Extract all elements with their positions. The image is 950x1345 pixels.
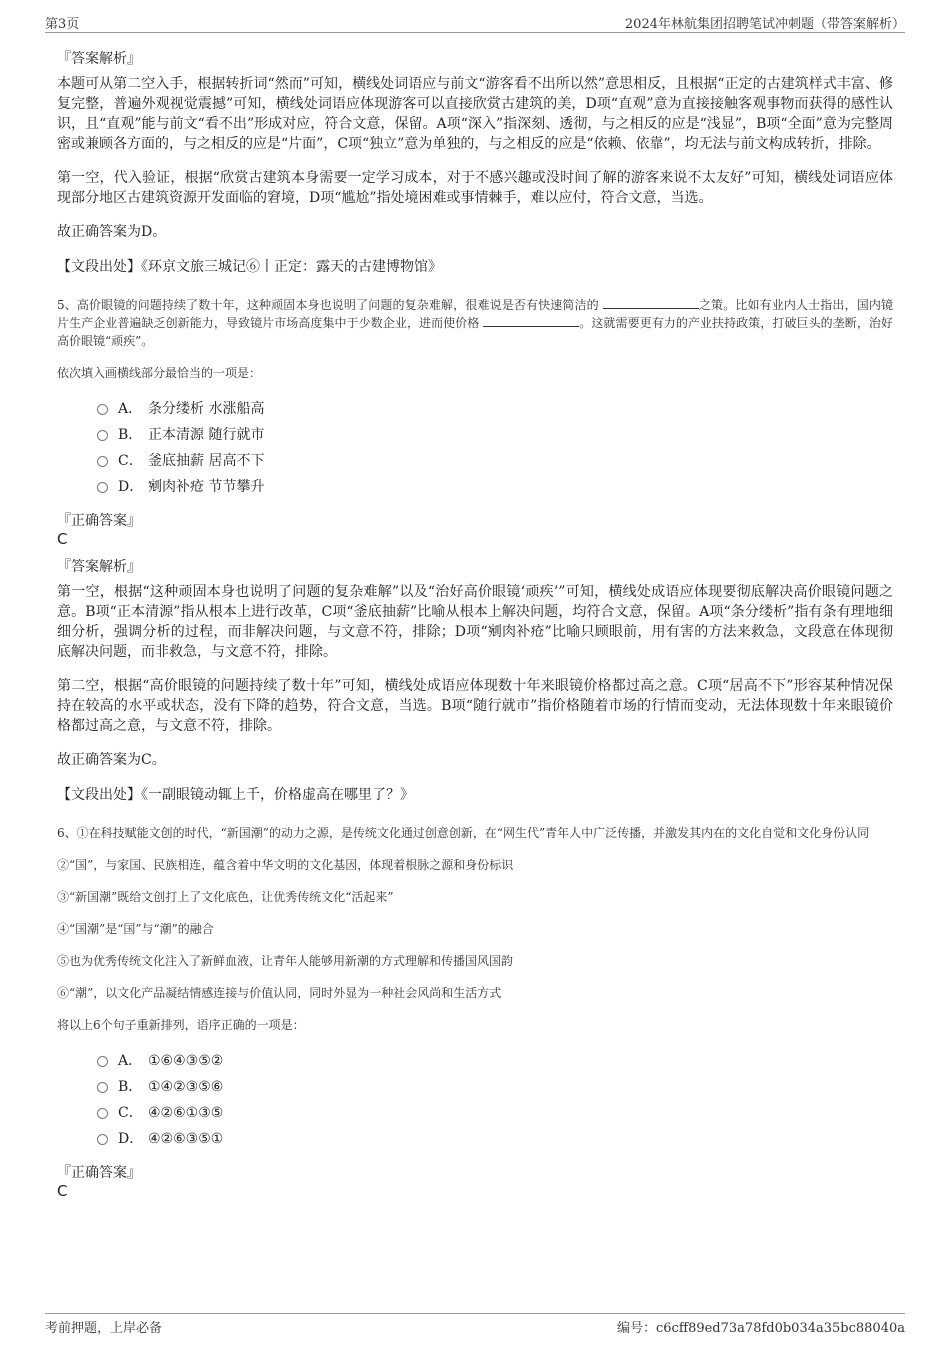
analysis-paragraph: 第一空，根据“这种顽固本身也说明了问题的复杂难解”以及“治好高价眼镜‘顽疾’”可知，横线处成语应体现要彻底解决高价眼镜问题之意。B项“正本清源”指从根本上进行改革，C项“釜底抽薪”比喻从根本上解决问题，均符合文意，保留。A项“条分缕析”指有条有理地细细分析，强调分析的过程，而非解决问题，与文意不符，排除；D项“剜肉补疮”比喻只顾眼前，用有害的方法来救急，文段意在体现彻底解决问题，而非救急，与文意不符，排除。 bbox=[57, 584, 893, 660]
radio-icon[interactable] bbox=[97, 482, 108, 493]
analysis-paragraph: 第一空，代入验证，根据“欣赏古建筑本身需要一定学习成本，对于不感兴趣或没时间了解的游客来说不太友好”可知，横线处词语应体现部分地区古建筑资源开发面临的窘境，D项“尴尬”指处境困难或事情棘手，难以应付，符合文意，当选。 bbox=[57, 170, 893, 206]
analysis-paragraph: 本题可从第二空入手，根据转折词“然而”可知，横线处词语应与前文“游客看不出所以然”意思相反，且根据“正定的古建筑样式丰富、修复完整，普遍外观视觉震撼”可知，横线处词语应体现游客可以直接欣赏古建筑的美，D项“直观”意为直接接触客观事物而获得的感性认识，且“直观”能与前文“看不出”形成对应，符合文意，保留。A项“深入”指深刻、透彻，与之相反的应是“浅显”，B项“全面”意为完整周密或兼顾各方面的，与之相反的应是“片面”，C项“独立”意为单独的，与之相反的应是“依赖、依靠”，均无法与前文构成转折，排除。 bbox=[57, 76, 893, 152]
radio-icon[interactable] bbox=[97, 404, 108, 415]
analysis-tag: 『答案解析』 bbox=[57, 559, 141, 575]
radio-icon[interactable] bbox=[97, 1056, 108, 1067]
option-d[interactable]: D． ④②⑥③⑤① bbox=[97, 1126, 893, 1152]
radio-icon[interactable] bbox=[97, 430, 108, 441]
page-header bbox=[45, 10, 905, 33]
option-b[interactable]: B． 正本清源 随行就市 bbox=[97, 422, 893, 448]
correct-answer: C bbox=[57, 1182, 68, 1200]
question-6-sentence: ④“国潮”是“国”与“潮”的融合 bbox=[57, 922, 214, 936]
option-d[interactable]: D． 剜肉补疮 节节攀升 bbox=[97, 474, 893, 500]
question-6-sentence: ②“国”，与家国、民族相连，蕴含着中华文明的文化基因，体现着根脉之源和身份标识 bbox=[57, 858, 514, 872]
page-number: 第3页 bbox=[45, 17, 80, 32]
answer-tag: 『正确答案』 bbox=[57, 513, 141, 529]
document-title: 2024年林航集团招聘笔试冲刺题（带答案解析） bbox=[624, 17, 905, 32]
option-a[interactable]: A． ①⑥④③⑤② bbox=[97, 1048, 893, 1074]
radio-icon[interactable] bbox=[97, 456, 108, 467]
question-6-sentence: ③“新国潮”既给文创打上了文化底色，让优秀传统文化“活起来” bbox=[57, 890, 394, 904]
answer-tag: 『正确答案』 bbox=[57, 1165, 141, 1181]
question-5-options bbox=[97, 396, 893, 500]
question-6-sentence: 6、①在科技赋能文创的时代，“新国潮”的动力之源，是传统文化通过创意创新，在“网生代”青年人中广泛传播，并激发其内在的文化自觉和文化身份认同 bbox=[57, 826, 870, 840]
analysis-paragraph: 第二空，根据“高价眼镜的问题持续了数十年”可知，横线处成语应体现数十年来眼镜价格都过高之意。C项“居高不下”形容某种情况保持在较高的水平或状态，没有下降的趋势，符合文意，当选。B项“随行就市”指价格随着市场的行情而变动，无法体现数十年来眼镜价格都过高之意，与文意不符，排除。 bbox=[57, 678, 893, 734]
document-body bbox=[57, 40, 893, 1206]
question-6-sentence: ⑥“潮”，以文化产品凝结情感连接与价值认同，同时外显为一种社会风尚和生活方式 bbox=[57, 986, 502, 1000]
fill-blank bbox=[603, 296, 699, 309]
option-c[interactable]: C． 釜底抽薪 居高不下 bbox=[97, 448, 893, 474]
radio-icon[interactable] bbox=[97, 1134, 108, 1145]
analysis-conclusion: 故正确答案为D。 bbox=[57, 224, 167, 240]
document-id: 编号：c6cff89ed73a78fd0b034a35bc88040a bbox=[617, 1321, 905, 1336]
question-6-options bbox=[97, 1048, 893, 1152]
radio-icon[interactable] bbox=[97, 1108, 108, 1119]
option-c[interactable]: C． ④②⑥①③⑤ bbox=[97, 1100, 893, 1126]
question-5-prompt: 依次填入画横线部分最恰当的一项是： bbox=[57, 366, 262, 380]
analysis-tag: 『答案解析』 bbox=[57, 51, 141, 67]
fill-blank bbox=[483, 314, 579, 327]
question-6-prompt: 将以上6个句子重新排列，语序正确的一项是： bbox=[57, 1018, 305, 1032]
radio-icon[interactable] bbox=[97, 1082, 108, 1093]
question-6-sentence: ⑤也为优秀传统文化注入了新鲜血液，让青年人能够用新潮的方式理解和传播国风国韵 bbox=[57, 954, 514, 968]
option-b[interactable]: B． ①④②③⑤⑥ bbox=[97, 1074, 893, 1100]
correct-answer: C bbox=[57, 530, 68, 548]
analysis-conclusion: 故正确答案为C。 bbox=[57, 752, 166, 768]
option-a[interactable]: A． 条分缕析 水涨船高 bbox=[97, 396, 893, 422]
page-footer bbox=[45, 1313, 905, 1334]
question-5-stem: 5、高价眼镜的问题持续了数十年，这种顽固本身也说明了问题的复杂难解，很难说是否有快速简洁的 之策。比如有业内人士指出，国内镜片生产企业普遍缺乏创新能力，导致镜片市场高度集中于少数企业，进而使价格 。这就需要更有力的产业扶持政策，打破巨头的垄断，治好高价眼镜“顽疾”。 bbox=[57, 298, 893, 348]
passage-source: 【文段出处】《环京文旅三城记⑥丨正定：露天的古建博物馆》 bbox=[57, 259, 442, 275]
footer-slogan: 考前押题，上岸必备 bbox=[45, 1321, 163, 1336]
passage-source: 【文段出处】《一副眼镜动辄上千，价格虚高在哪里了？》 bbox=[57, 787, 414, 803]
